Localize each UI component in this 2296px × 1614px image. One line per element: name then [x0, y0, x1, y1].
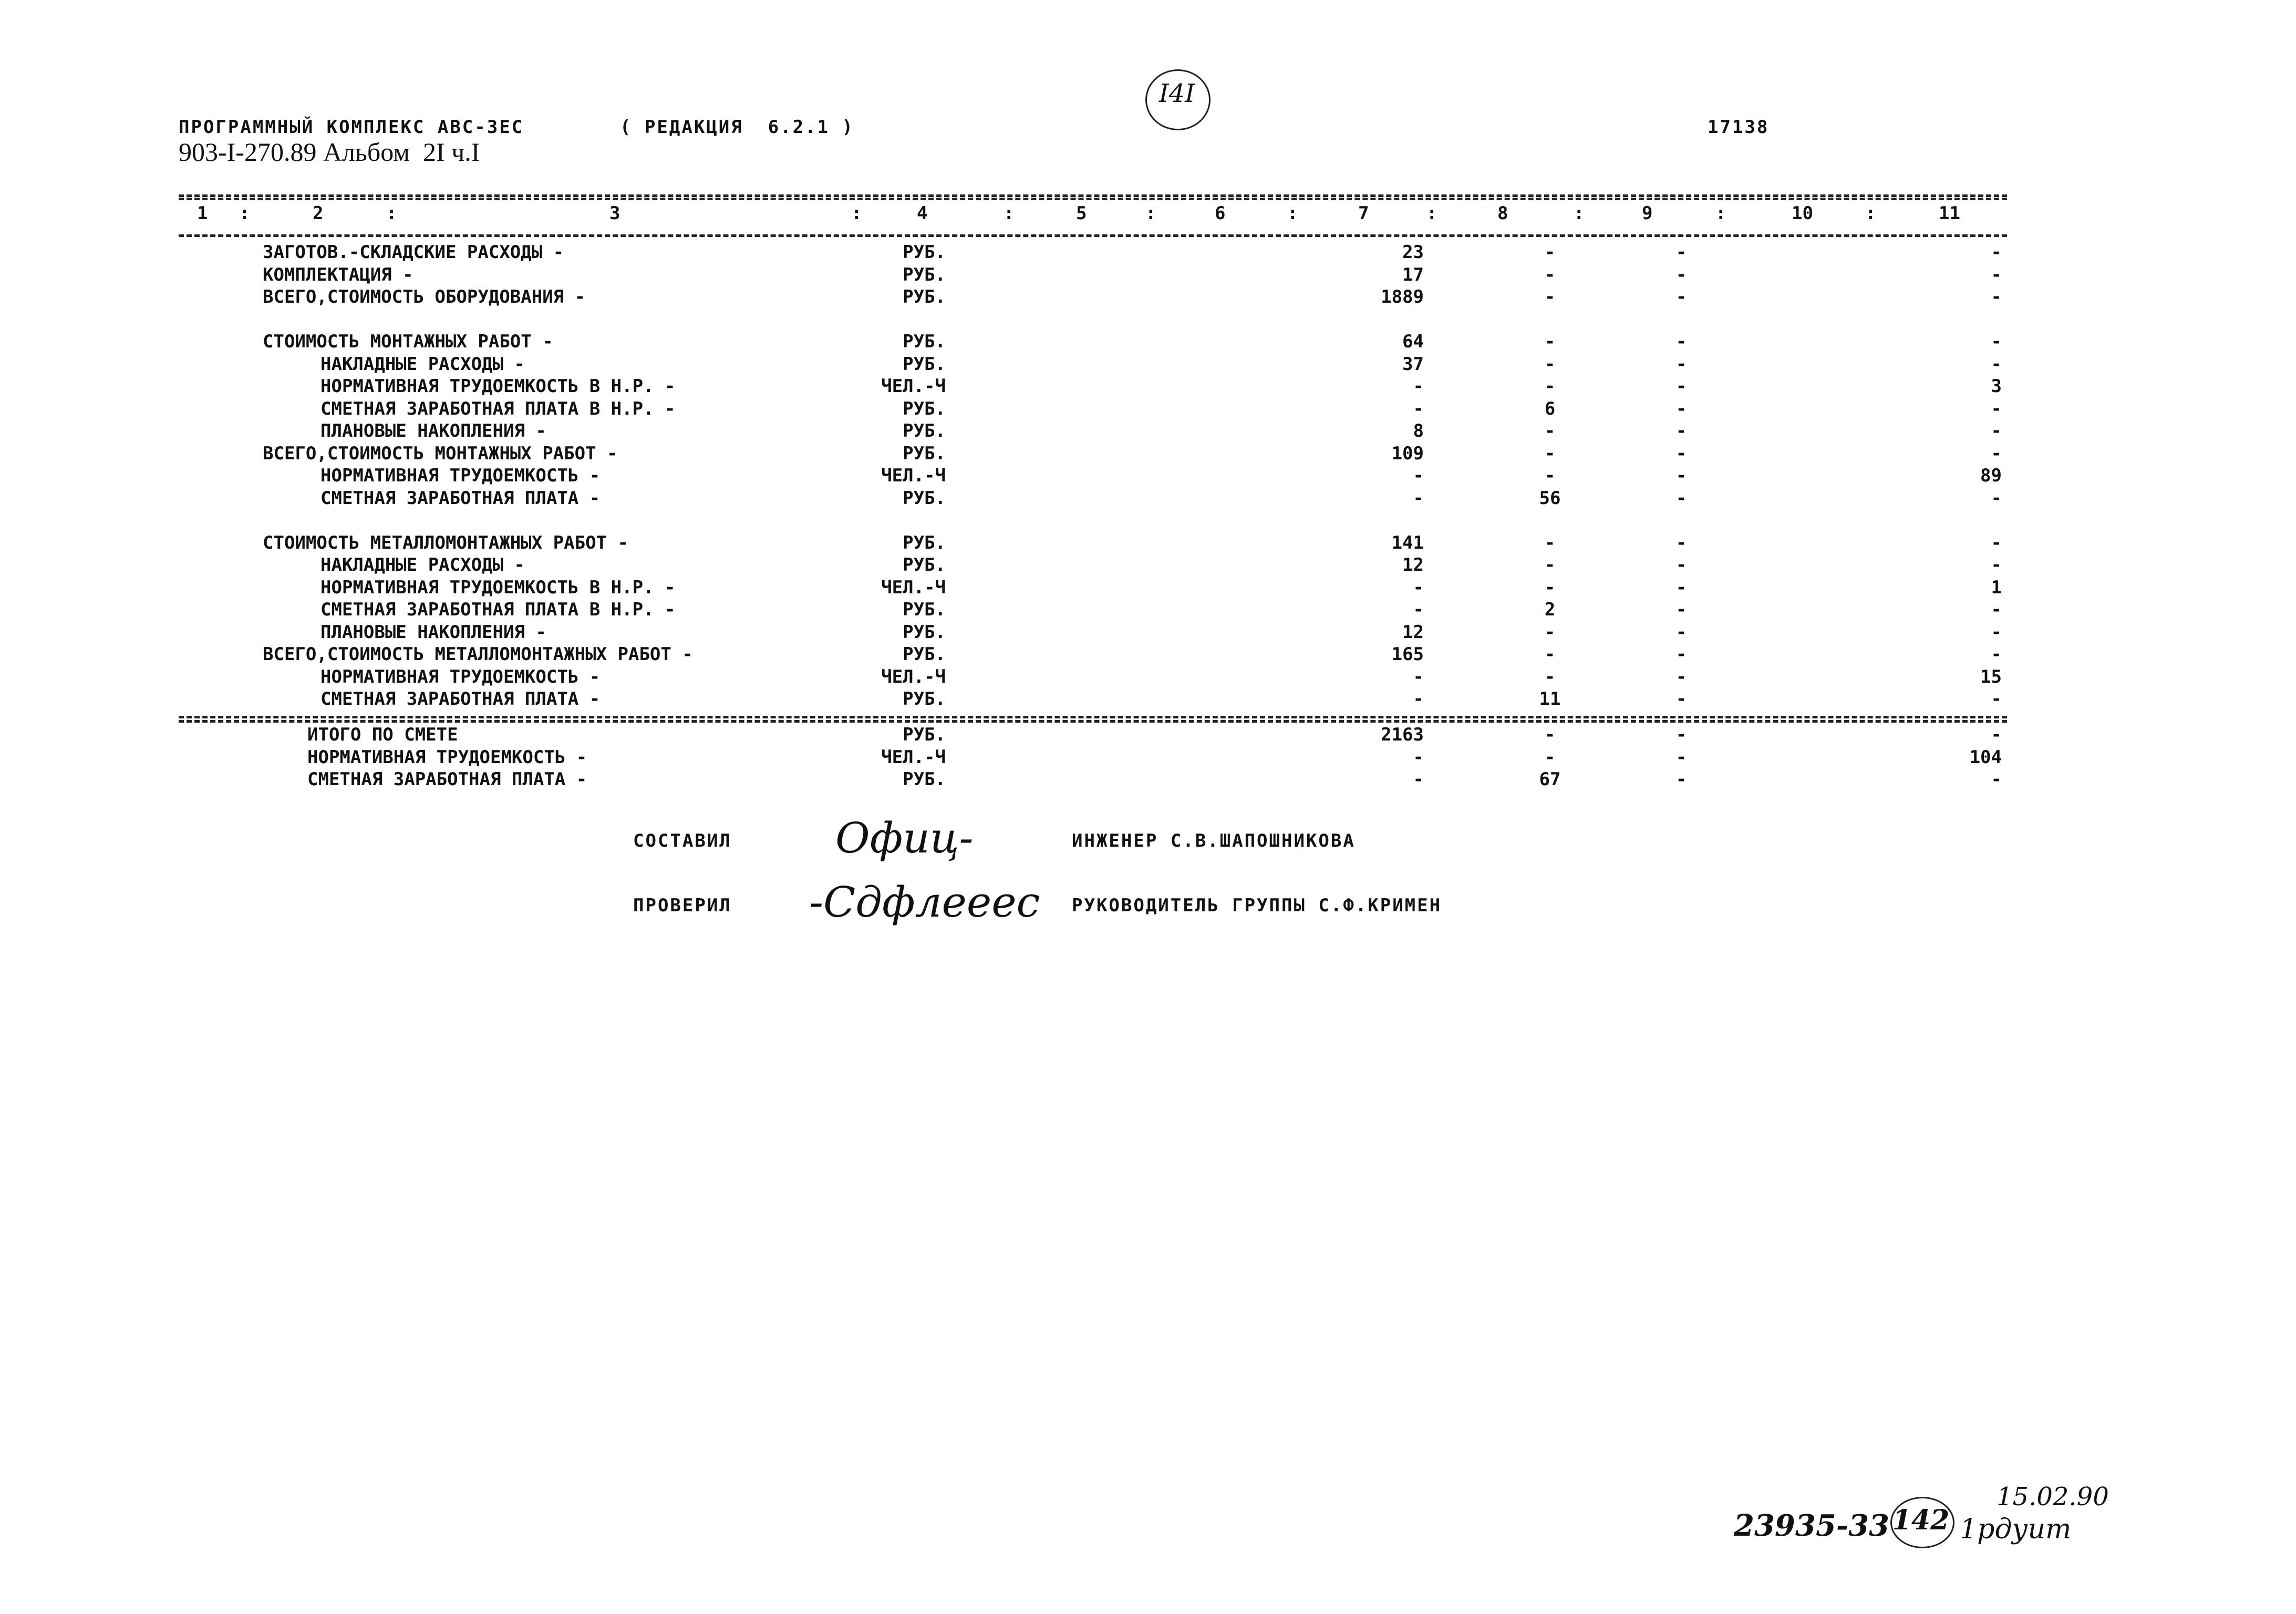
row-col8-value: -: [1544, 724, 1556, 745]
row-col11-value: 89: [1980, 465, 2002, 486]
row-col11-value: 3: [1991, 376, 2002, 397]
row-col9-value: -: [1676, 666, 1687, 687]
row-label: ПЛАНОВЫЕ НАКОПЛЕНИЯ -: [320, 420, 546, 441]
row-col9-value: -: [1676, 354, 1687, 375]
column-number-1: 1: [197, 203, 208, 224]
row-col8-value: -: [1544, 242, 1556, 263]
row-unit: РУБ.: [903, 398, 946, 419]
column-separator: :: [1715, 203, 1726, 224]
row-col11-value: -: [1991, 724, 2002, 745]
table-top-rule: [179, 194, 2007, 197]
row-col11-value: -: [1991, 554, 2002, 575]
row-col9-value: -: [1676, 644, 1687, 665]
row-col7-value: 17: [1402, 264, 1424, 285]
row-label: НОРМАТИВНАЯ ТРУДОЕМКОСТЬ -: [320, 666, 601, 687]
row-col7-value: 12: [1402, 622, 1424, 643]
row-col11-value: 1: [1991, 577, 2002, 598]
table-top-rule-2: [179, 198, 2007, 200]
row-col8-value: 6: [1544, 398, 1556, 419]
row-col11-value: -: [1991, 264, 2002, 285]
row-col7-value: 2163: [1381, 724, 1424, 745]
row-unit: РУБ.: [903, 532, 946, 553]
row-col7-value: 64: [1402, 331, 1424, 352]
row-unit: РУБ.: [903, 599, 946, 620]
column-separator: :: [239, 203, 250, 224]
row-unit: ЧЕЛ.-Ч: [881, 376, 946, 397]
row-col9-value: -: [1676, 286, 1687, 307]
row-label: НОРМАТИВНАЯ ТРУДОЕМКОСТЬ -: [307, 747, 587, 768]
row-col11-value: -: [1991, 443, 2002, 464]
column-number-8: 8: [1497, 203, 1508, 224]
row-col9-value: -: [1676, 577, 1687, 598]
row-col8-value: -: [1544, 554, 1556, 575]
checked-label: ПРОВЕРИЛ: [633, 895, 732, 916]
compiled-person: ИНЖЕНЕР С.В.ШАПОШНИКОВА: [1072, 830, 1356, 851]
row-col11-value: 15: [1980, 666, 2002, 687]
row-unit: РУБ.: [903, 420, 946, 441]
row-unit: ЧЕЛ.-Ч: [881, 747, 946, 768]
row-label: ИТОГО ПО СМЕТЕ: [307, 724, 458, 745]
column-separator: :: [1426, 203, 1437, 224]
row-unit: РУБ.: [903, 331, 946, 352]
row-label: НОРМАТИВНАЯ ТРУДОЕМКОСТЬ -: [320, 465, 601, 486]
row-col7-value: -: [1413, 599, 1424, 620]
row-unit: ЧЕЛ.-Ч: [881, 666, 946, 687]
row-col8-value: -: [1544, 331, 1556, 352]
row-col7-value: -: [1413, 488, 1424, 509]
row-col7-value: 1889: [1381, 286, 1424, 307]
column-number-6: 6: [1215, 203, 1226, 224]
compiled-signature: Офиц-: [835, 814, 974, 862]
row-col11-value: -: [1991, 688, 2002, 710]
column-separator: :: [1004, 203, 1015, 224]
row-col11-value: 104: [1969, 747, 2002, 768]
column-number-10: 10: [1792, 203, 1813, 224]
row-col7-value: 109: [1391, 443, 1424, 464]
row-col11-value: -: [1991, 769, 2002, 790]
row-col7-value: 165: [1391, 644, 1424, 665]
row-col8-value: -: [1544, 354, 1556, 375]
row-col8-value: -: [1544, 532, 1556, 553]
row-col7-value: -: [1413, 577, 1424, 598]
row-col11-value: -: [1991, 420, 2002, 441]
project-code: 903-I-270.89 Альбом 2I ч.I: [179, 137, 480, 167]
row-label: НОРМАТИВНАЯ ТРУДОЕМКОСТЬ В Н.Р. -: [320, 577, 676, 598]
row-col9-value: -: [1676, 599, 1687, 620]
row-col7-value: 23: [1402, 242, 1424, 263]
row-col8-value: -: [1544, 747, 1556, 768]
row-col8-value: -: [1544, 286, 1556, 307]
row-col11-value: -: [1991, 331, 2002, 352]
row-col7-value: -: [1413, 747, 1424, 768]
inventory-number: 23935-33: [1734, 1508, 1889, 1543]
row-col8-value: 11: [1539, 688, 1561, 710]
stamp-note: 1рдуит: [1960, 1514, 2072, 1545]
row-label: НОРМАТИВНАЯ ТРУДОЕМКОСТЬ В Н.Р. -: [320, 376, 676, 397]
row-col9-value: -: [1676, 747, 1687, 768]
row-unit: РУБ.: [903, 769, 946, 790]
row-label: СТОИМОСТЬ МЕТАЛЛОМОНТАЖНЫХ РАБОТ -: [263, 532, 628, 553]
row-col9-value: -: [1676, 724, 1687, 745]
row-unit: РУБ.: [903, 724, 946, 745]
row-unit: РУБ.: [903, 688, 946, 710]
column-separator: :: [1145, 203, 1156, 224]
row-label: СМЕТНАЯ ЗАРАБОТНАЯ ПЛАТА -: [320, 488, 601, 509]
row-col9-value: -: [1676, 688, 1687, 710]
row-col8-value: 56: [1539, 488, 1561, 509]
column-separator: :: [1865, 203, 1876, 224]
row-col9-value: -: [1676, 398, 1687, 419]
row-label: НАКЛАДНЫЕ РАСХОДЫ -: [320, 554, 525, 575]
column-separator: :: [1574, 203, 1585, 224]
edition-label: ( РЕДАКЦИЯ 6.2.1 ): [620, 117, 854, 138]
row-col11-value: -: [1991, 532, 2002, 553]
stamp-date: 15.02.90: [1997, 1482, 2109, 1512]
row-col7-value: 12: [1402, 554, 1424, 575]
row-unit: РУБ.: [903, 354, 946, 375]
row-col9-value: -: [1676, 443, 1687, 464]
row-label: КОМПЛЕКТАЦИЯ -: [263, 264, 413, 285]
row-label: СМЕТНАЯ ЗАРАБОТНАЯ ПЛАТА В Н.Р. -: [320, 398, 676, 419]
row-col7-value: -: [1413, 688, 1424, 710]
row-col8-value: -: [1544, 376, 1556, 397]
row-col7-value: 8: [1413, 420, 1424, 441]
row-col11-value: -: [1991, 644, 2002, 665]
row-col7-value: -: [1413, 398, 1424, 419]
row-col9-value: -: [1676, 420, 1687, 441]
document-code: 17138: [1708, 117, 1770, 138]
row-unit: ЧЕЛ.-Ч: [881, 577, 946, 598]
row-label: ЗАГОТОВ.-СКЛАДСКИЕ РАСХОДЫ -: [263, 242, 564, 263]
row-unit: РУБ.: [903, 488, 946, 509]
row-unit: РУБ.: [903, 264, 946, 285]
totals-rule: [179, 716, 2007, 718]
row-col11-value: -: [1991, 398, 2002, 419]
row-label: СМЕТНАЯ ЗАРАБОТНАЯ ПЛАТА -: [320, 688, 601, 710]
row-col9-value: -: [1676, 554, 1687, 575]
column-number-3: 3: [609, 203, 620, 224]
row-col8-value: -: [1544, 644, 1556, 665]
row-col8-value: -: [1544, 264, 1556, 285]
row-col9-value: -: [1676, 769, 1687, 790]
row-label: СТОИМОСТЬ МОНТАЖНЫХ РАБОТ -: [263, 331, 553, 352]
totals-rule-2: [179, 720, 2007, 723]
column-number-11: 11: [1939, 203, 1960, 224]
checked-signature: -Сдфлееес: [809, 878, 1040, 927]
row-col9-value: -: [1676, 242, 1687, 263]
row-unit: РУБ.: [903, 242, 946, 263]
row-label: ВСЕГО,СТОИМОСТЬ МОНТАЖНЫХ РАБОТ -: [263, 443, 618, 464]
row-col9-value: -: [1676, 331, 1687, 352]
row-col8-value: -: [1544, 577, 1556, 598]
row-col11-value: -: [1991, 599, 2002, 620]
row-label: СМЕТНАЯ ЗАРАБОТНАЯ ПЛАТА В Н.Р. -: [320, 599, 676, 620]
column-number-9: 9: [1642, 203, 1653, 224]
checked-person: РУКОВОДИТЕЛЬ ГРУППЫ С.Ф.КРИМЕН: [1072, 895, 1442, 916]
row-col8-value: 67: [1539, 769, 1561, 790]
sheet-number: 142: [1892, 1504, 1950, 1536]
row-col9-value: -: [1676, 622, 1687, 643]
row-col7-value: -: [1413, 465, 1424, 486]
row-col11-value: -: [1991, 354, 2002, 375]
row-label: ВСЕГО,СТОИМОСТЬ МЕТАЛЛОМОНТАЖНЫХ РАБОТ -: [263, 644, 693, 665]
row-col11-value: -: [1991, 622, 2002, 643]
row-col8-value: -: [1544, 622, 1556, 643]
compiled-label: СОСТАВИЛ: [633, 830, 732, 851]
row-col9-value: -: [1676, 488, 1687, 509]
row-label: СМЕТНАЯ ЗАРАБОТНАЯ ПЛАТА -: [307, 769, 587, 790]
column-separator: :: [1287, 203, 1298, 224]
row-label: НАКЛАДНЫЕ РАСХОДЫ -: [320, 354, 525, 375]
row-col7-value: -: [1413, 769, 1424, 790]
column-number-5: 5: [1076, 203, 1087, 224]
column-separator: :: [386, 203, 397, 224]
row-col7-value: -: [1413, 376, 1424, 397]
row-unit: РУБ.: [903, 622, 946, 643]
row-unit: РУБ.: [903, 443, 946, 464]
page-stamp: I4I: [1159, 79, 1195, 108]
column-number-4: 4: [917, 203, 928, 224]
row-label: ПЛАНОВЫЕ НАКОПЛЕНИЯ -: [320, 622, 546, 643]
row-col7-value: 141: [1391, 532, 1424, 553]
row-unit: РУБ.: [903, 554, 946, 575]
row-col7-value: 37: [1402, 354, 1424, 375]
column-separator: :: [851, 203, 862, 224]
row-col8-value: -: [1544, 465, 1556, 486]
row-col11-value: -: [1991, 286, 2002, 307]
row-col9-value: -: [1676, 376, 1687, 397]
row-unit: РУБ.: [903, 644, 946, 665]
row-col9-value: -: [1676, 264, 1687, 285]
row-col11-value: -: [1991, 488, 2002, 509]
row-label: ВСЕГО,СТОИМОСТЬ ОБОРУДОВАНИЯ -: [263, 286, 586, 307]
row-col9-value: -: [1676, 465, 1687, 486]
program-title: ПРОГРАММНЫЙ КОМПЛЕКС АВС-3ЕС: [179, 117, 524, 138]
row-col7-value: -: [1413, 666, 1424, 687]
row-col8-value: -: [1544, 443, 1556, 464]
row-unit: РУБ.: [903, 286, 946, 307]
row-col9-value: -: [1676, 532, 1687, 553]
column-number-7: 7: [1358, 203, 1369, 224]
row-col8-value: 2: [1544, 599, 1556, 620]
column-number-2: 2: [313, 203, 324, 224]
header-bottom-rule: [179, 234, 2007, 237]
row-col8-value: -: [1544, 420, 1556, 441]
row-col11-value: -: [1991, 242, 2002, 263]
row-col8-value: -: [1544, 666, 1556, 687]
row-unit: ЧЕЛ.-Ч: [881, 465, 946, 486]
